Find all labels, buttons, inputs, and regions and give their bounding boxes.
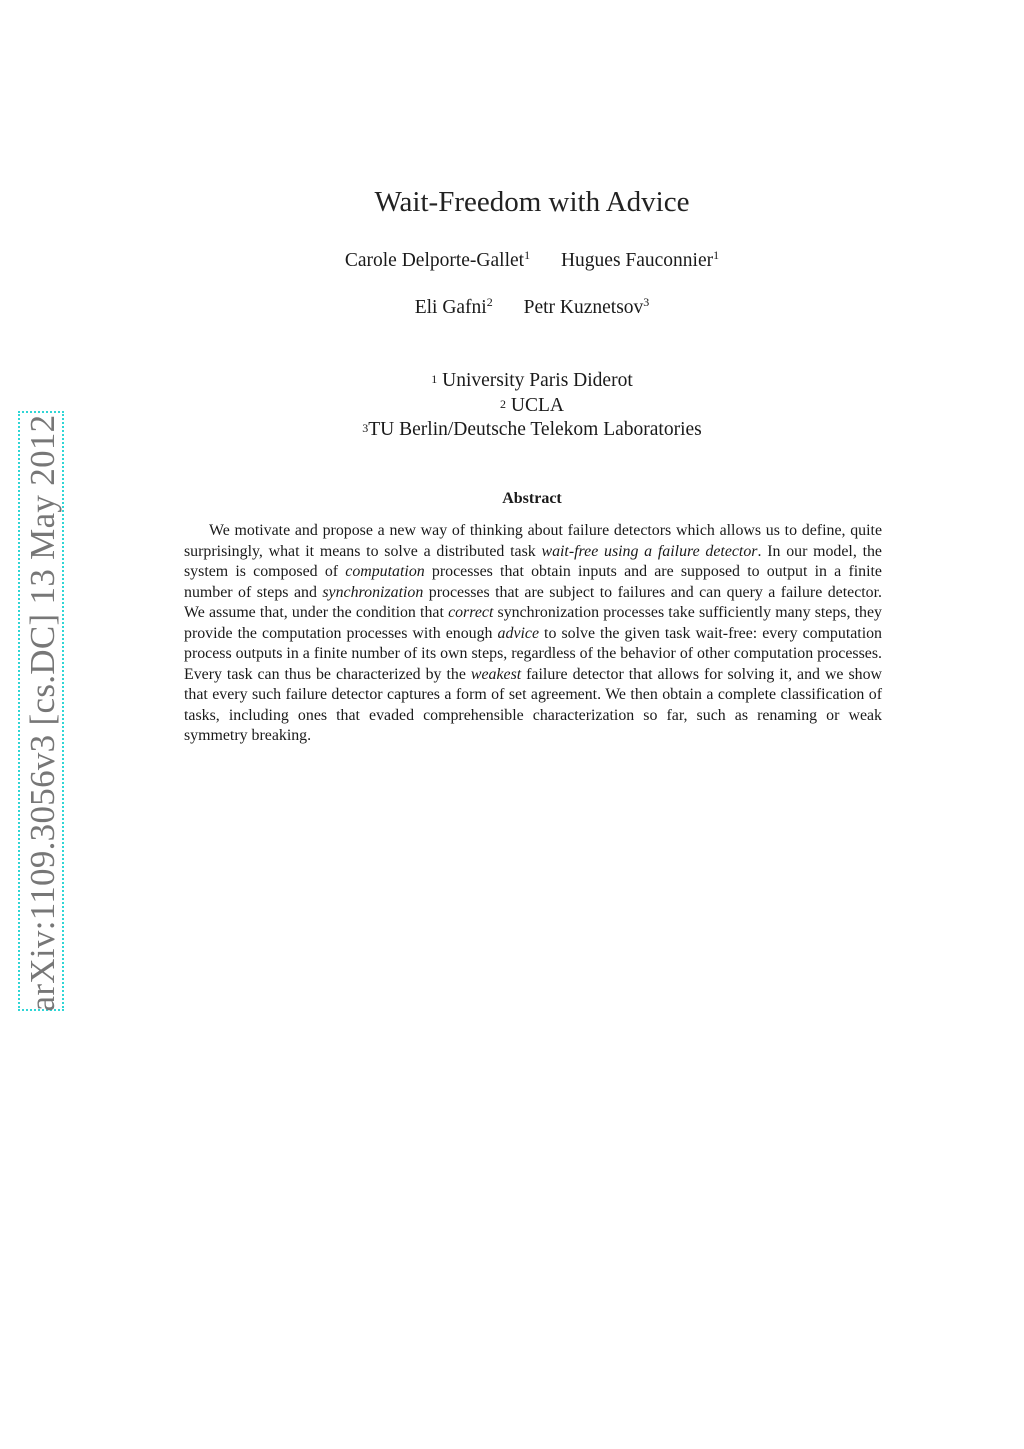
affiliation [0,369,1024,394]
affiliation-mark: 1 [431,372,438,386]
abstract-text: processes that obtain inputs and are supposed to output in a finite number of steps and [184,563,882,601]
author-name: Carole Delporte-Gallet [344,250,525,271]
affiliation-mark: 3 [362,421,369,435]
author-affiliation-mark: 2 [486,295,493,309]
author-row-1 [0,250,1024,272]
author-affiliation-mark: 1 [713,248,720,262]
author-name: Hugues Fauconnier [560,250,714,271]
author-name: Eli Gafni [414,297,487,318]
abstract-emphasis: wait-free using a failure detector [541,542,758,560]
abstract-emphasis: synchronization [322,583,424,601]
author [415,297,493,319]
abstract-emphasis: correct [448,604,494,621]
affiliation-mark: 2 [500,396,507,411]
abstract-emphasis: computation [345,563,425,580]
affiliation [0,418,1024,443]
abstract-text: . In our model, the system is composed of [184,542,882,580]
affiliation-name: University Paris Diderot [442,370,633,391]
affiliations [0,369,1024,443]
abstract-text: We motivate and propose a new way of thinking about failure detectors which allows us to define, quite surprisingly, what it means to solve a distributed task [184,522,882,560]
affiliation-name: UCLA [510,394,564,416]
paper-title: Wait-Freedom with Advice [374,186,690,218]
author-affiliation-mark: 3 [643,295,650,309]
author-name: Petr Kuznetsov [523,297,644,318]
author [561,250,719,272]
abstract-body [184,521,882,747]
author-affiliation-mark: 1 [524,248,531,262]
author [524,297,650,319]
abstract-heading: Abstract [502,490,562,507]
author-row-2 [0,297,1024,319]
abstract-text: to solve the given task wait-free: every computation process outputs in a finite number of its own steps, regardless of the behavior of other computation processes. Every task can thus be characterized by the [184,624,883,683]
abstract-emphasis: weakest [470,665,522,683]
affiliation-name: TU Berlin/Deutsche Telekom Laboratories [368,419,702,440]
author [345,250,530,272]
abstract-text: failure detector that allows for solving it, and we show that every such failure detector captures a form of set agreement. We then obtain a complete classification of tasks, including ones that evaded comprehensible characterization so far, such as renaming or weak symmetry breaking. [184,665,883,744]
affiliation [0,394,1024,419]
abstract-emphasis: advice [497,624,540,642]
abstract-text: processes that are subject to failures and can query a failure detector. We assume that, under the condition that [184,583,882,621]
arxiv-identifier: arXiv:1109.3056v3 [cs.DC] 13 May 2012 [23,414,62,1012]
abstract-text: synchronization processes take sufficiently many steps, they provide the computation processes with enough [184,604,882,642]
